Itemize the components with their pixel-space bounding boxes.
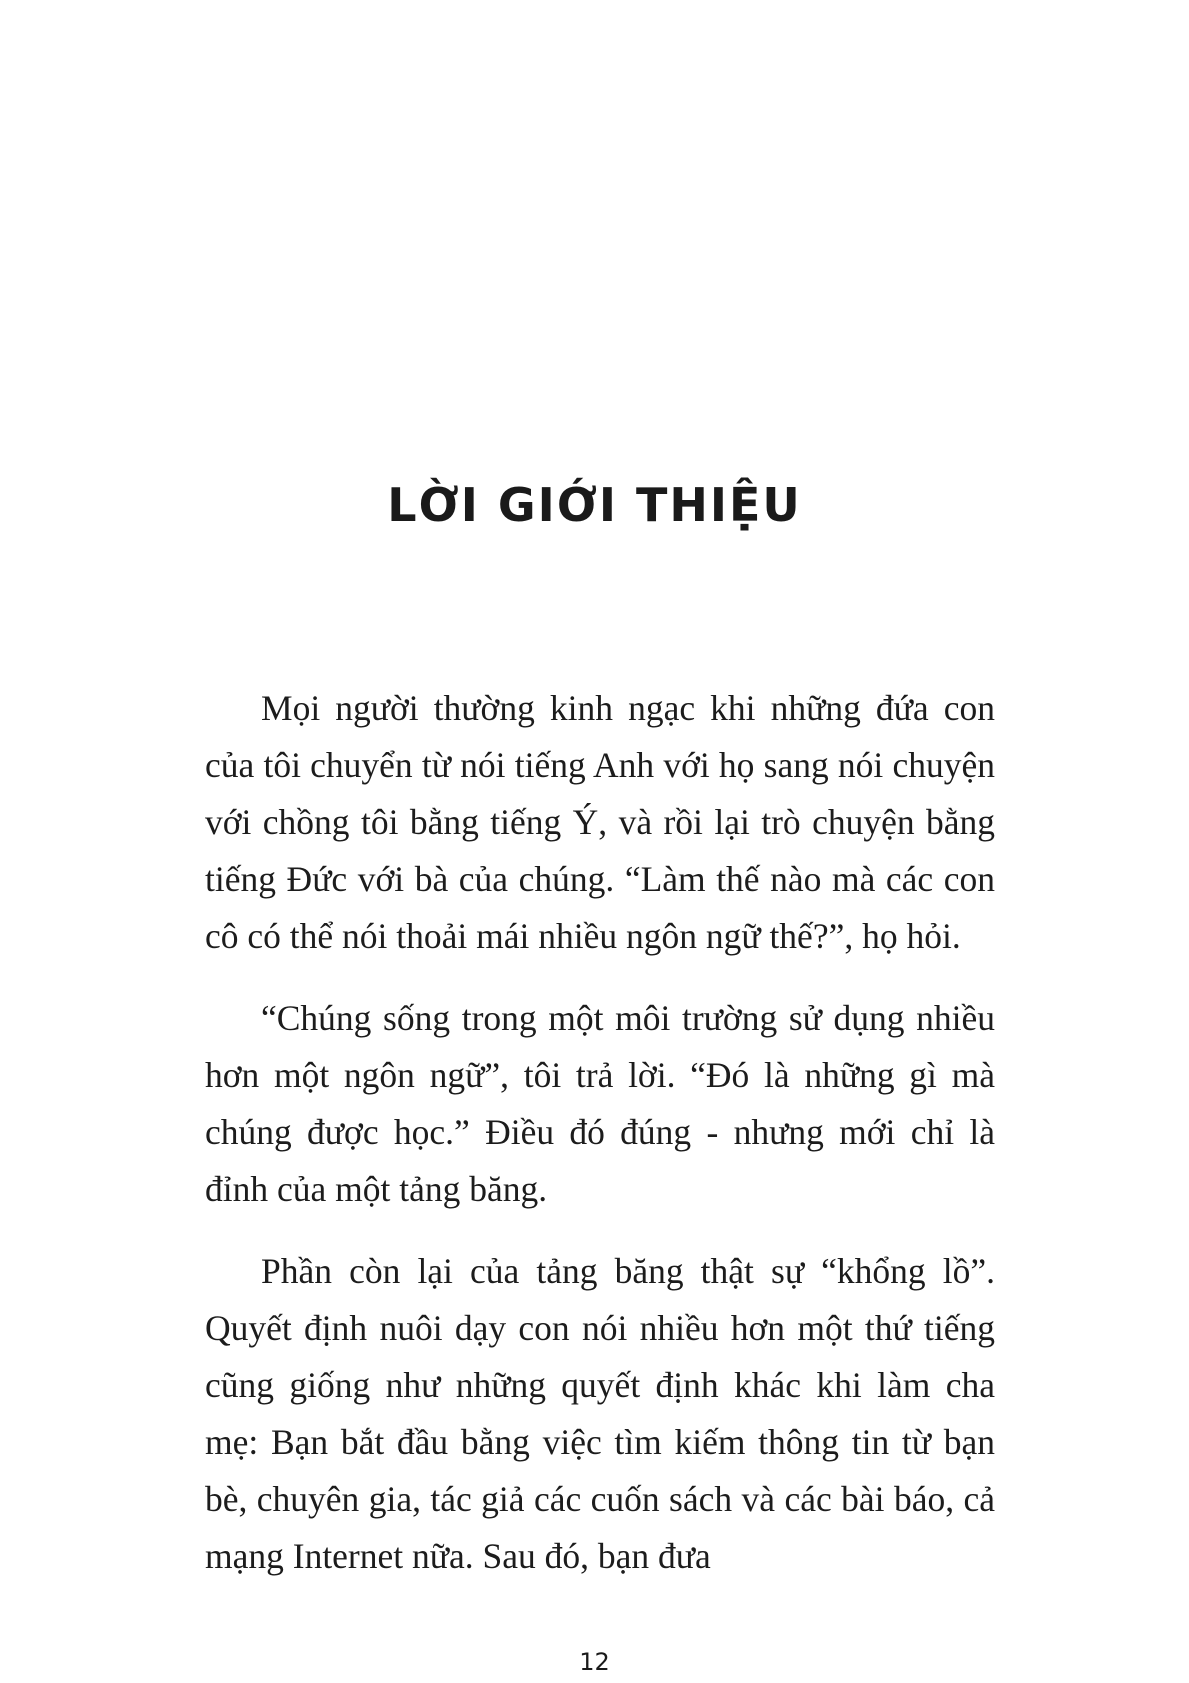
chapter-title: LỜI GIỚI THIỆU	[387, 478, 802, 532]
paragraph: Phần còn lại của tảng băng thật sự “khổng lồ”. Quyết định nuôi dạy con nói nhiều hơn một thứ tiếng cũng giống như những quyết định khác khi làm cha mẹ: Bạn bắt đầu bằng việc tìm kiếm thông tin từ bạn bè, chuyên gia, tác giả các cuốn sách và các bài báo, cả mạng Internet nữa. Sau đó, bạn đưa	[205, 1251, 995, 1576]
paragraph: Mọi người thường kinh ngạc khi những đứa con của tôi chuyển từ nói tiếng Anh với họ sang nói chuyện với chồng tôi bằng tiếng Ý, và rồi lại trò chuyện bằng tiếng Đức với bà của chúng. “Làm thế nào mà các con cô có thể nói thoải mái nhiều ngôn ngữ thế?”, họ hỏi.	[205, 688, 995, 956]
paragraph: “Chúng sống trong một môi trường sử dụng nhiều hơn một ngôn ngữ”, tôi trả lời. “Đó là những gì mà chúng được học.” Điều đó đúng - nhưng mới chỉ là đỉnh của một tảng băng.	[205, 998, 995, 1209]
body-text	[205, 680, 995, 1610]
page-number: 12	[579, 1648, 610, 1676]
